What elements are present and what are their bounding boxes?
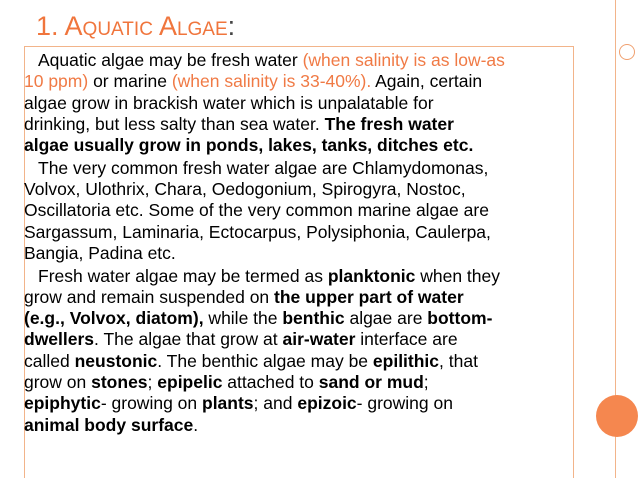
salinity-note: (when salinity is as low-as [302,50,505,70]
decorative-small-circle [619,44,635,60]
text-span: . The algae that grow at [94,329,283,350]
text-span: ; [423,372,429,393]
bold-span: plants [202,393,254,414]
bold-span: benthic [282,308,345,329]
bold-span: The fresh water [324,113,454,134]
text-line: Volvox, Ulothrix, Chara, Oedogonium, Spirogyra, Nostoc, [24,179,466,200]
bold-span: the upper part of water [274,286,464,307]
title-word2-rest: LGAE [176,19,228,40]
title-colon: : [227,11,236,41]
bold-span: sand or mud [318,372,424,393]
text-line [38,50,578,71]
text-line: Sargassum, Laminaria, Ectocarpus, Polysiphonia, Caulerpa, [24,221,491,242]
text-line [24,415,578,436]
text-span: while the [203,308,283,329]
bold-span: epiphytic [24,393,101,414]
text-span: interface are [355,329,458,350]
slide-body [24,50,578,437]
bold-span: neustonic [74,350,158,371]
text-span: ; and [253,393,298,414]
text-line [24,393,578,414]
text-line [24,71,578,92]
bold-span: (e.g., Volvox, diatom), [24,308,204,329]
paragraph-examples [24,157,578,264]
text-span: Again, certain [371,71,483,92]
bold-span: planktonic [327,265,416,286]
text-span: when they [415,265,501,286]
bold-span: bottom- [427,308,493,329]
text-line: algae grow in brackish water which is unpalatable for [24,92,434,113]
slide-title [36,10,235,46]
text-span: . [193,414,199,435]
text-line [38,266,578,287]
text-span: ; [147,372,158,393]
title-word1-cap: A [64,11,83,41]
text-line [24,308,578,329]
bold-span: algae usually grow in ponds, lakes, tanks, ditches etc. [24,135,474,156]
text-span: called [24,350,75,371]
text-span: grow and remain suspended on [24,286,275,307]
title-word2-cap: A [158,11,177,41]
text-span: grow on [24,372,92,393]
text-line [24,287,578,308]
text-line [24,114,578,135]
bold-span: air-water [282,329,356,350]
text-span: attached to [222,372,319,393]
salinity-note: (when salinity is 33-40%). [171,71,372,92]
text-span: - growing on [100,393,202,414]
text-span: drinking, but less salty than sea water. [24,113,325,134]
paragraph-classification [24,265,578,436]
text-line [24,351,578,372]
text-span: - growing on [356,393,453,414]
paragraph-habitat [24,50,578,156]
salinity-note: 10 ppm) [24,71,89,92]
text-span: Aquatic algae may be fresh water [38,50,303,70]
text-line [24,372,578,393]
decorative-orange-circle [596,395,638,437]
bold-span: dwellers [24,329,95,350]
text-line: The very common fresh water algae are Chlamydomonas, [38,157,489,178]
bold-span: epipelic [157,372,223,393]
text-span: algae are [344,308,428,329]
title-word1-rest: QUATIC [82,19,153,40]
bold-span: epilithic [372,350,440,371]
text-span: or marine [88,71,172,92]
bold-span: epizoic [297,393,357,414]
text-line [24,329,578,350]
bold-span: animal body surface [24,414,194,435]
text-span: Fresh water algae may be termed as [38,265,328,286]
text-line [24,135,578,156]
bold-span: stones [91,372,148,393]
text-span: . The benthic algae may be [157,350,373,371]
text-span: , that [439,350,478,371]
text-line: Oscillatoria etc. Some of the very common marine algae are [24,200,489,221]
text-line: Bangia, Padina etc. [24,242,176,263]
title-number: 1. [36,11,65,41]
